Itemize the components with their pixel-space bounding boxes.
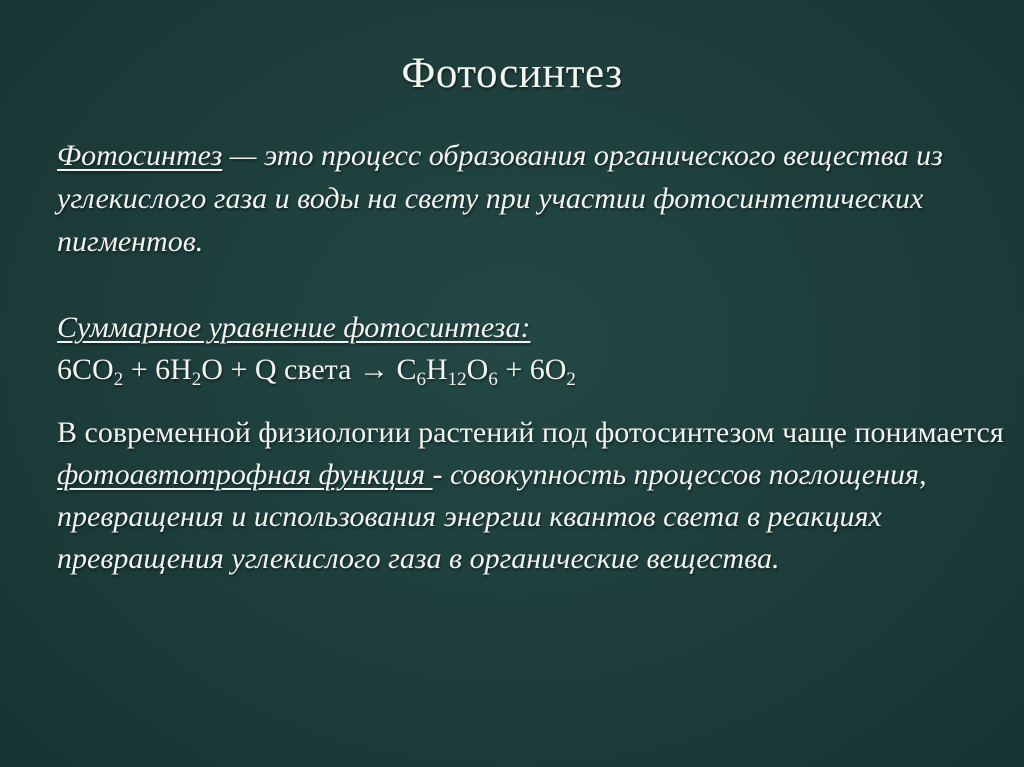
explanation-term: фотоавтотрофная функция	[57, 458, 433, 491]
explanation-lead: В современной физиологии растений под фотосинтезом чаще понимается	[57, 416, 1004, 449]
arrow-icon: →	[358, 353, 389, 386]
explanation-paragraph	[57, 412, 1007, 580]
slide-title: Фотосинтез	[401, 50, 623, 97]
definition-term: Фотосинтез	[57, 139, 223, 172]
equation-label: Суммарное уравнение фотосинтеза:	[57, 311, 531, 344]
photosynthesis-equation: $6CO_2 + 6H_2O + Q$ света → $C_6H_{12}O_6 + 6O_2$	[57, 353, 576, 390]
definition-paragraph	[57, 134, 1007, 263]
definition-text: — это процесс образования органического вещества из углекислого газа и воды на свету при участии фотосинтетических пигментов.	[57, 139, 943, 258]
slide-content	[57, 134, 1007, 580]
explanation-rest: - совокупность процессов поглощения, превращения и использования энергии квантов света в реакциях превращения углекислого газа в органические вещества.	[57, 458, 927, 575]
